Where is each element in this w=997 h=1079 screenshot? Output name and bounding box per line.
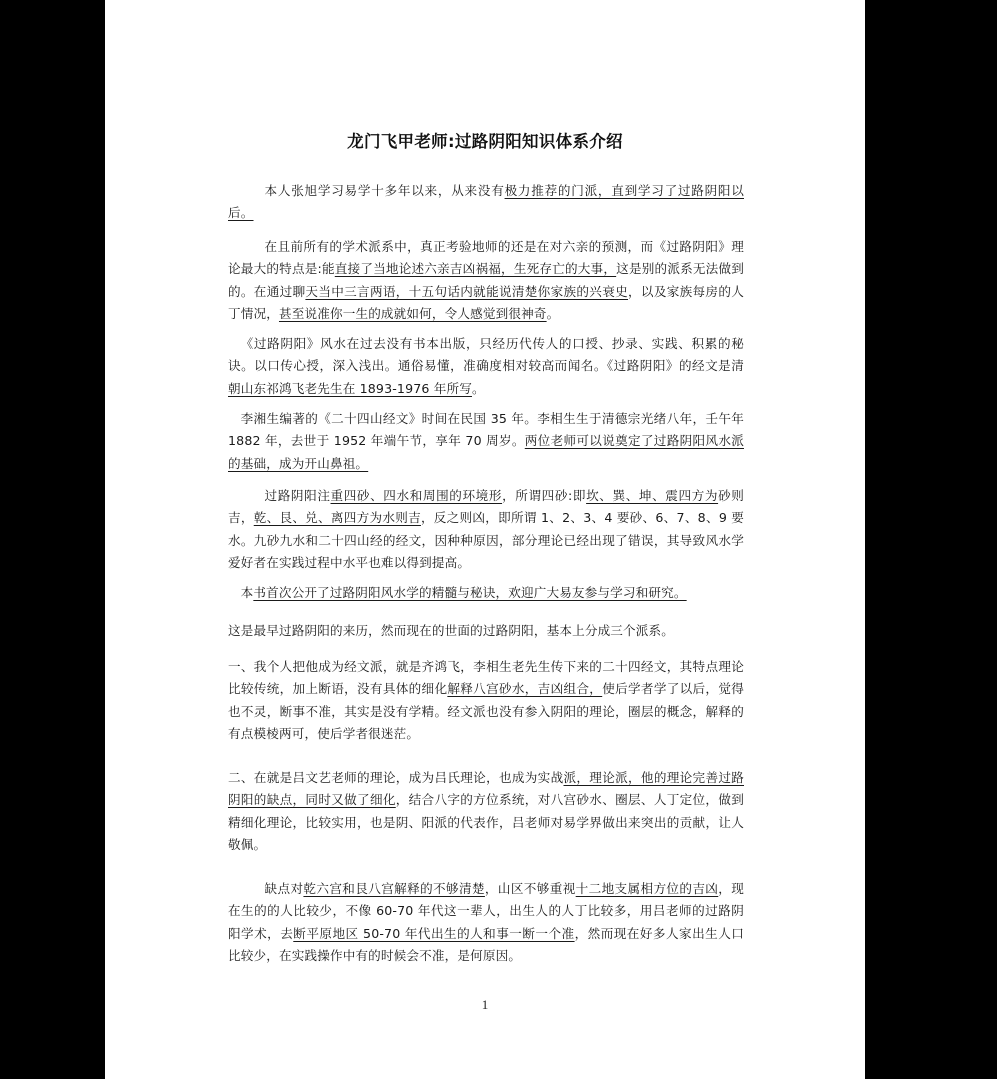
underlined-text: 书首次公开了过路阴阳风水学的精髓与秘诀，欢迎广大易友参与学习和研究。 bbox=[253, 585, 687, 600]
text-run: 。 bbox=[471, 380, 485, 396]
text-run: 本人张旭学习易学十多年以来，从来没有 bbox=[264, 183, 505, 198]
underlined-text: 派，理论派，他的理论完善过路阴阳的缺点，同时又做了细化 bbox=[228, 770, 744, 808]
text-run: ，现在生的的人比较少，不像 60-70 年代这一辈人，出生人的人丁比较多，用吕老师的过路阴阳学术，去 bbox=[228, 881, 744, 941]
page-number: 1 bbox=[481, 997, 489, 1012]
underlined-text: 坎、巽、坤、震四方为 bbox=[586, 488, 719, 503]
paragraph-p5 bbox=[228, 485, 744, 575]
text-run: 砂则吉， bbox=[228, 488, 745, 526]
text-run: 缺点对 bbox=[264, 881, 304, 896]
paragraph-p6 bbox=[228, 582, 744, 604]
page-title: 龙门飞甲老师:过路阴阳知识体系介绍 bbox=[347, 132, 623, 151]
paragraph-p8 bbox=[228, 656, 744, 746]
underlined-text: 直接了当地论述六亲吉凶祸福，生死存亡的大事， bbox=[334, 261, 617, 277]
text-run: ，所谓四砂:即 bbox=[502, 488, 587, 503]
paragraph-p4 bbox=[228, 408, 744, 475]
text-run: ，山区不够重视 bbox=[484, 881, 576, 896]
text-run: 本 bbox=[240, 585, 254, 600]
underlined-text: 解释八宫砂水，吉凶组合， bbox=[447, 681, 603, 697]
text-run: 这是别的派系无法做到的。在通过聊 bbox=[228, 261, 745, 299]
paragraph-p10 bbox=[228, 878, 744, 968]
paragraph-p2 bbox=[228, 236, 744, 326]
text-run: ，然而现在好多人家出生人口比较少，在实践操作中有的时候会不准，是何原因。 bbox=[228, 925, 744, 964]
paragraph-p1 bbox=[228, 180, 744, 225]
text-run: 这是最早过路阴阳的来历，然而现在的世面的过路阴阳，基本上分成三个派系。 bbox=[228, 623, 675, 638]
paragraph-p3 bbox=[228, 333, 744, 400]
underlined-text: 断平原地区 50-70 年代出生的人和事一断一个准 bbox=[293, 925, 575, 941]
text-run: 李湘生编著的《二十四山经文》时间在民国 35 年。李相生生于清德宗光绪八年，壬午年 1882 年，去世于 1952 年端午节，享年 70 周岁。 bbox=[228, 411, 744, 449]
underlined-text: 甚至说准你一生的成就如何，令人感觉到很神奇 bbox=[278, 306, 547, 322]
paragraph-p9 bbox=[228, 767, 744, 857]
text-run: 《过路阴阳》风水在过去没有书本出版，只经历代传人的口授、抄录、实践、积累的秘诀。以口传心授，深入浅出。通俗易懂，准确度相对较高而闻名。《过路阴阳》的经文是清 bbox=[228, 336, 744, 374]
text-run: 。 bbox=[546, 306, 560, 322]
underlined-text: 朝山东祁鸿飞老先生在 1893-1976 年所写 bbox=[228, 380, 472, 396]
underlined-text: 两位老师可以说奠定了过路阴阳风水派的基础，成为开山鼻祖。 bbox=[228, 433, 744, 471]
underlined-text: 十二地支属相方位的吉凶 bbox=[575, 881, 719, 896]
paragraph-p7 bbox=[228, 620, 744, 642]
text-run: 使后学者学了以后，觉得也不灵，断事不准，其实是没有学精。经文派也没有参入阴阳的理论，圈层的概念，解释的有点模棱两可，使后学者很迷茫。 bbox=[228, 681, 744, 742]
underlined-text: 乾六宫和艮八宫解释的不够清楚 bbox=[303, 881, 485, 896]
text-run: ，反之则凶，即所谓 1、2、3、4 要砂、6、7、8、9 要水。九砂九水和二十四山经的经文，因种种原因，部分理论已经出现了错误，其导致风水学爱好者在实践过程中水平也难以得到提高。 bbox=[228, 510, 744, 571]
text-run: 在且前所有的学术派系中，真正考验地师的还是在对六亲的预测，而《过路阴阳》理论最大的特点是:能 bbox=[228, 239, 744, 277]
underlined-text: 天当中三言两语，十五句话内就能说清楚你家族的兴衰史 bbox=[305, 283, 629, 299]
text-run: ，以及家族每房的人丁情况， bbox=[228, 283, 744, 322]
document-page bbox=[105, 0, 865, 1079]
text-run: 一、我个人把他成为经文派，就是齐鸿飞，李相生老先生传下来的二十四经文，其特点理论比较传统，加上断语，没有具体的细化 bbox=[228, 659, 744, 697]
underlined-text: 乾、艮、兑、离四方为水则吉 bbox=[253, 510, 421, 526]
text-run: ，结合八字的方位系统，对八宫砂水、圈层、人丁定位，做到精细化理论，比较实用，也是阴、阳派的代表作，吕老师对易学界做出来突出的贡献，让人敬佩。 bbox=[228, 792, 744, 853]
underlined-text: 极力推荐的门派，直到学习了过路阴阳以后。 bbox=[228, 183, 744, 221]
text-run: 过路阴阳注 bbox=[264, 488, 331, 503]
text-run: 二、在就是吕文艺老师的理论，成为吕氏理论，也成为实战 bbox=[228, 770, 564, 785]
underlined-text: 重四砂、四水和周围的环境形 bbox=[330, 488, 503, 503]
